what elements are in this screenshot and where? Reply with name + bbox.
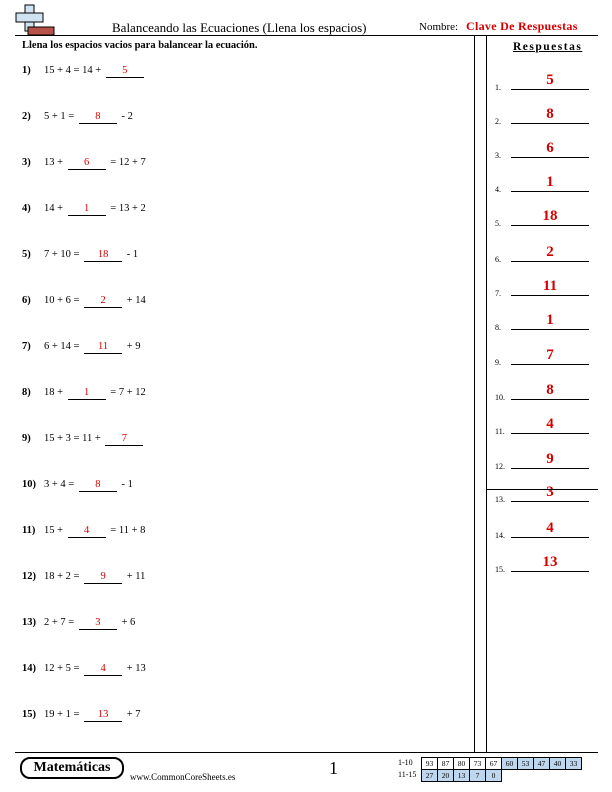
answer-blank: 5 — [106, 65, 144, 78]
problem-number: 15) — [22, 709, 36, 720]
answer-blank: 9 — [84, 571, 122, 584]
score-cell: 0 — [485, 769, 502, 782]
problem-number: 3) — [22, 157, 31, 168]
answer-value: 7 — [511, 346, 589, 365]
answer-value: 11 — [511, 277, 589, 296]
answer-item-3 — [495, 138, 595, 160]
problem-4 — [22, 203, 146, 221]
answer-blank: 11 — [84, 341, 122, 354]
problem-7 — [22, 341, 141, 359]
answers-title: Respuestas — [513, 41, 583, 53]
problem-number: 9) — [22, 433, 31, 444]
worksheet-title: Balanceando las Ecuaciones (Llena los espacios) — [112, 20, 367, 35]
answer-blank: 4 — [68, 525, 106, 538]
problem-left: 5 + 1 = — [44, 111, 77, 122]
answer-blank: 4 — [84, 663, 122, 676]
problem-right: + 9 — [124, 341, 141, 352]
answer-item-5 — [495, 206, 595, 228]
answer-blank: 6 — [68, 157, 106, 170]
problem-right: - 1 — [118, 479, 133, 490]
score-cell: 40 — [549, 757, 566, 770]
page-number: 1 — [329, 758, 338, 778]
problem-number: 2) — [22, 111, 31, 122]
header-rule — [15, 35, 598, 36]
answer-number: 4. — [495, 185, 501, 194]
problem-12 — [22, 571, 145, 589]
problem-number: 6) — [22, 295, 31, 306]
problem-11 — [22, 525, 145, 543]
problem-number: 12) — [22, 571, 36, 582]
answer-value: 6 — [511, 139, 589, 158]
problem-right: = 11 + 8 — [107, 525, 146, 536]
score-cell: 47 — [533, 757, 550, 770]
problem-left: 19 + 1 = — [44, 709, 83, 720]
problem-right: - 2 — [118, 111, 133, 122]
problem-left: 7 + 10 = — [44, 249, 83, 260]
problem-right: = 7 + 12 — [107, 387, 146, 398]
problem-left: 12 + 5 = — [44, 663, 83, 674]
answer-number: 10. — [495, 393, 505, 402]
score-cell: 13 — [453, 769, 470, 782]
answer-value: 18 — [511, 207, 589, 226]
answer-number: 1. — [495, 83, 501, 92]
answer-value: 4 — [511, 415, 589, 434]
problem-8 — [22, 387, 146, 405]
problem-left: 14 + — [44, 203, 66, 214]
score-label: 11-15 — [398, 770, 417, 779]
problem-number: 1) — [22, 65, 31, 76]
answer-item-11 — [495, 414, 595, 436]
score-row-11-15 — [398, 769, 502, 781]
name-label: Nombre: — [419, 21, 459, 33]
answer-item-14 — [495, 518, 595, 540]
problem-left: 10 + 6 = — [44, 295, 83, 306]
problem-15 — [22, 709, 141, 727]
answer-blank: 7 — [105, 433, 143, 446]
score-cell: 7 — [469, 769, 486, 782]
problem-13 — [22, 617, 135, 635]
answer-item-8 — [495, 310, 595, 332]
problem-number: 8) — [22, 387, 31, 398]
brand-badge: Matemáticas — [20, 757, 124, 779]
answer-blank: 8 — [79, 479, 117, 492]
plus-minus-logo-icon — [14, 4, 56, 36]
answer-value: 1 — [511, 173, 589, 192]
problem-number: 14) — [22, 663, 36, 674]
problem-right: = 13 + 2 — [107, 203, 146, 214]
problem-right: = 12 + 7 — [107, 157, 146, 168]
answer-number: 2. — [495, 117, 501, 126]
footer-rule — [15, 752, 598, 753]
score-cell: 33 — [565, 757, 582, 770]
problem-6 — [22, 295, 146, 313]
answer-item-9 — [495, 345, 595, 367]
problem-2 — [22, 111, 133, 129]
problem-number: 10) — [22, 479, 36, 490]
answer-item-6 — [495, 242, 595, 264]
answer-value: 3 — [511, 483, 589, 502]
answer-number: 8. — [495, 323, 501, 332]
score-cell: 87 — [437, 757, 454, 770]
answer-item-2 — [495, 104, 595, 126]
answer-item-13 — [495, 482, 595, 504]
answer-value: 8 — [511, 105, 589, 124]
answer-number: 6. — [495, 255, 501, 264]
answer-value: 1 — [511, 311, 589, 330]
problem-10 — [22, 479, 133, 497]
answer-number: 5. — [495, 219, 501, 228]
score-cell: 53 — [517, 757, 534, 770]
answer-number: 13. — [495, 495, 505, 504]
problem-left: 18 + — [44, 387, 66, 398]
answer-value: 5 — [511, 71, 589, 90]
problem-3 — [22, 157, 146, 175]
problem-9 — [22, 433, 145, 451]
answer-item-15 — [495, 552, 595, 574]
problem-14 — [22, 663, 146, 681]
score-cell: 80 — [453, 757, 470, 770]
answer-number: 3. — [495, 151, 501, 160]
score-cell: 93 — [421, 757, 438, 770]
problem-left: 15 + 4 = 14 + — [44, 65, 104, 76]
answer-item-10 — [495, 380, 595, 402]
site-url: www.CommonCoreSheets.es — [130, 772, 236, 782]
answer-item-7 — [495, 276, 595, 298]
score-label: 1-10 — [398, 758, 413, 767]
problem-right: + 13 — [124, 663, 146, 674]
answer-value: 13 — [511, 553, 589, 572]
problem-right: - 1 — [124, 249, 139, 260]
problem-left: 15 + 3 = 11 + — [44, 433, 104, 444]
score-cell: 60 — [501, 757, 518, 770]
answer-number: 7. — [495, 289, 501, 298]
answer-blank: 8 — [79, 111, 117, 124]
score-cell: 73 — [469, 757, 486, 770]
answer-number: 11. — [495, 427, 505, 436]
problem-number: 7) — [22, 341, 31, 352]
answer-blank: 3 — [79, 617, 117, 630]
answer-value: 4 — [511, 519, 589, 538]
problem-right: + 7 — [124, 709, 141, 720]
problem-number: 13) — [22, 617, 36, 628]
answer-item-1 — [495, 70, 595, 92]
answer-blank: 18 — [84, 249, 122, 262]
problem-left: 2 + 7 = — [44, 617, 77, 628]
answer-item-12 — [495, 449, 595, 471]
score-cell: 27 — [421, 769, 438, 782]
answers-divider — [487, 489, 598, 490]
problem-left: 15 + — [44, 525, 66, 536]
answer-value: 8 — [511, 381, 589, 400]
answer-blank: 2 — [84, 295, 122, 308]
problem-left: 3 + 4 = — [44, 479, 77, 490]
problem-right: + 14 — [124, 295, 146, 306]
problem-number: 4) — [22, 203, 31, 214]
name-value: Clave De Respuestas — [466, 19, 578, 33]
score-row-1-10 — [398, 757, 582, 769]
answer-blank: 13 — [84, 709, 122, 722]
score-cell: 20 — [437, 769, 454, 782]
problem-5 — [22, 249, 138, 267]
answer-item-4 — [495, 172, 595, 194]
problem-right: + 6 — [118, 617, 136, 628]
answer-number: 14. — [495, 531, 505, 540]
problem-right: + 11 — [124, 571, 146, 582]
problem-number: 5) — [22, 249, 31, 260]
problem-1 — [22, 65, 146, 83]
answer-number: 15. — [495, 565, 505, 574]
problem-left: 18 + 2 = — [44, 571, 83, 582]
problem-number: 11) — [22, 525, 36, 536]
answer-blank: 1 — [68, 387, 106, 400]
instructions: Llena los espacios vacios para balancear la ecuación. — [22, 40, 258, 51]
problem-left: 13 + — [44, 157, 66, 168]
answer-number: 9. — [495, 358, 501, 367]
column-divider — [474, 35, 487, 752]
answer-number: 12. — [495, 462, 505, 471]
answer-value: 9 — [511, 450, 589, 469]
problem-left: 6 + 14 = — [44, 341, 83, 352]
answer-blank: 1 — [68, 203, 106, 216]
answer-value: 2 — [511, 243, 589, 262]
score-cell: 67 — [485, 757, 502, 770]
